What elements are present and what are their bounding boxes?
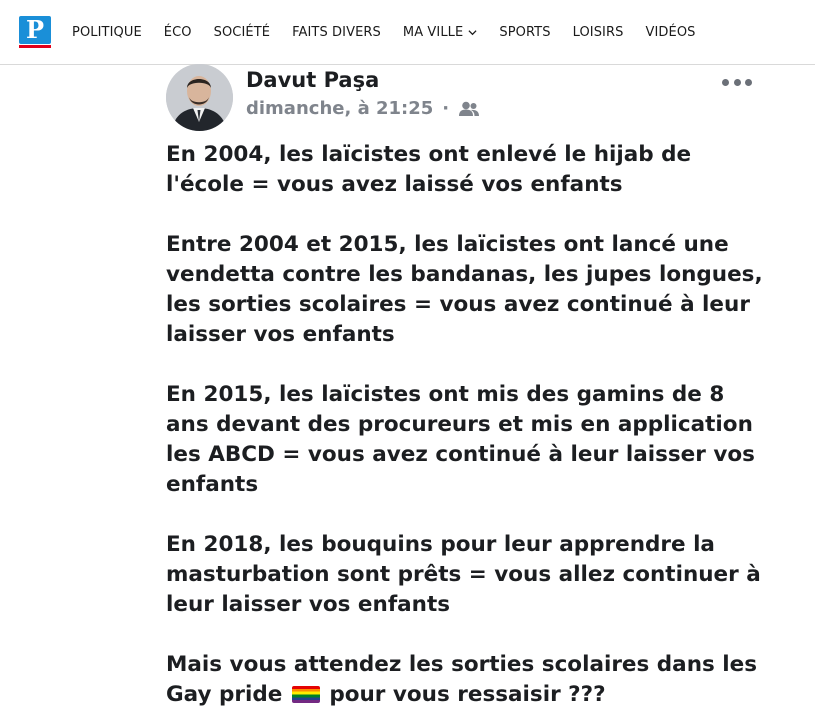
rainbow-flag-icon [292, 686, 320, 703]
more-dot [734, 79, 741, 86]
chevron-down-icon [468, 28, 477, 37]
nav-item-label: SPORTS [499, 24, 551, 40]
post-paragraph: En 2004, les laïcistes ont enlevé le hijab de l'école = vous avez laissé vos enfants [166, 142, 692, 197]
main-nav [72, 0, 718, 64]
nav-item-videos[interactable] [645, 25, 695, 40]
nav-item-sports[interactable] [499, 25, 550, 40]
nav-item-loisirs[interactable] [573, 25, 624, 40]
nav-item-label: ÉCO [163, 24, 192, 40]
nav-item-label: POLITIQUE [72, 24, 142, 40]
top-navbar [0, 0, 815, 65]
post-body [166, 140, 766, 707]
more-dot [722, 79, 729, 86]
post-meta [246, 98, 480, 119]
nav-item-label: LOISIRS [572, 24, 624, 40]
post-paragraph-last [166, 650, 766, 707]
nav-item-societe[interactable] [214, 25, 270, 40]
nav-item-label: MA VILLE [402, 24, 464, 40]
nav-item-label: SOCIÉTÉ [213, 24, 271, 40]
nav-item-label: FAITS DIVERS [292, 24, 381, 40]
more-options-icon[interactable] [722, 74, 752, 90]
social-post [166, 64, 766, 707]
post-paragraph: En 2018, les bouquins pour leur apprendre la masturbation sont prêts = vous allez continuer à leur laisser vos enfants [166, 532, 761, 617]
nav-item-politique[interactable] [72, 25, 142, 40]
nav-item-ma-ville[interactable] [403, 25, 477, 40]
author-avatar[interactable] [166, 64, 233, 131]
nav-item-faits-divers[interactable] [292, 25, 381, 40]
nav-item-label: VIDÉOS [645, 24, 696, 40]
logo-letter: P [19, 16, 51, 44]
paragraph-text: pour vous ressaisir ??? [329, 682, 606, 707]
post-timestamp[interactable]: dimanche, à 21:25 [246, 98, 434, 119]
paragraph-text: Mais vous attendez les sorties scolaires dans les Gay pride [166, 652, 758, 707]
more-dot [745, 79, 752, 86]
friends-icon [458, 101, 480, 117]
author-name[interactable]: Davut Paşa [246, 68, 380, 92]
meta-separator: · [442, 98, 450, 119]
logo-underline [19, 45, 51, 48]
site-logo[interactable] [19, 16, 51, 48]
post-paragraph: En 2015, les laïcistes ont mis des gamins de 8 ans devant des procureurs et mis en application les ABCD = vous avez continué à leur laisser vos enfants [166, 382, 755, 497]
post-paragraph: Entre 2004 et 2015, les laïcistes ont lancé une vendetta contre les bandanas, les jupes longues, les sorties scolaires = vous avez continué à leur laisser vos enfants [166, 232, 763, 347]
nav-item-eco[interactable] [164, 25, 192, 40]
avatar-image [166, 64, 233, 131]
